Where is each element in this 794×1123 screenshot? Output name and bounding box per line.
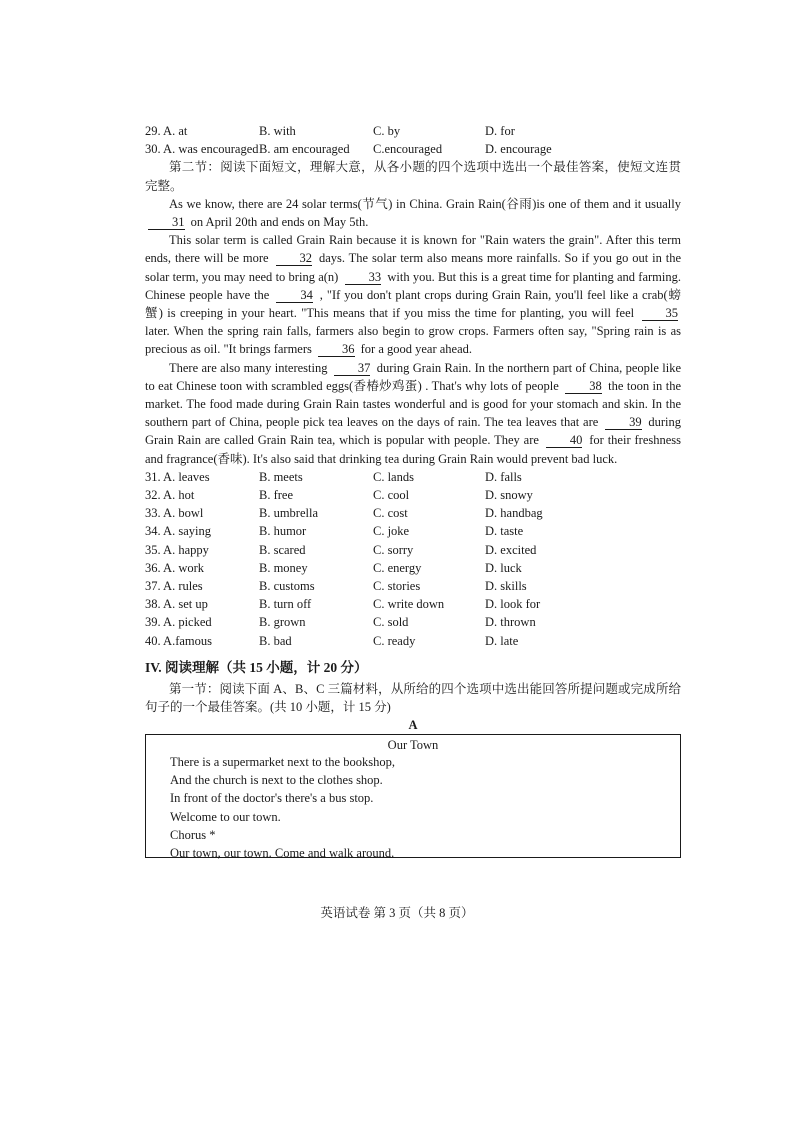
text: with you. But this is a great time for planting and farming. Chinese people have the	[145, 269, 682, 302]
option-a: 35. A. happy	[145, 542, 209, 557]
blank-31: 31	[148, 215, 185, 230]
option-d: D. snowy	[485, 488, 533, 503]
blank-40: 40	[546, 433, 583, 448]
option-a: 36. A. work	[145, 560, 205, 575]
option-b: B. customs	[259, 578, 315, 593]
option-b: B. grown	[259, 615, 306, 630]
page-content	[145, 122, 682, 861]
option-a: 31. A. leaves	[145, 469, 210, 484]
option-a: 30. A. was encouraged	[145, 142, 259, 157]
option-a: 34. A. saying	[145, 524, 211, 539]
section-iv-heading: IV. 阅读理解（共 15 小题，计 20 分）	[145, 659, 368, 675]
passage-paragraph-2	[145, 231, 681, 358]
option-b: B. money	[259, 560, 308, 575]
text: for their freshness and fragrance(香味). It's also said that drinking tea during Grain Rain would prevent bad luck.	[145, 433, 682, 466]
poem-line: And the church is next to the clothes shop.	[170, 773, 383, 788]
poem-line: In front of the doctor's there's a bus stop.	[170, 791, 374, 806]
passage-paragraph-3	[145, 359, 681, 468]
option-row-29	[145, 122, 681, 140]
options-list	[145, 468, 681, 650]
option-a: 29. A. at	[145, 124, 188, 138]
text: during Grain Rain. In the northern part of China, people like to eat Chinese toon with scrambled eggs(香椿炒鸡蛋) . That's why lots of people	[145, 360, 682, 393]
cloze-passage	[145, 195, 681, 468]
options-top	[145, 122, 681, 158]
text: As we know, there are 24 solar terms(节气) in China. Grain Rain(谷雨)is one of them and it usually	[169, 196, 681, 211]
option-c: C. ready	[373, 633, 416, 648]
text: during Grain Rain are called Grain Rain tea, which is popular with people. They are	[145, 415, 682, 448]
option-d: D. look for	[485, 597, 541, 612]
option-d: D. for	[485, 124, 515, 138]
page-footer: 英语试卷 第 3 页（共 8 页）	[320, 906, 474, 920]
blank-34: 34	[276, 288, 313, 303]
option-a: 40. A.famous	[145, 633, 213, 648]
option-d: D. taste	[485, 524, 524, 539]
option-row	[145, 486, 681, 504]
option-row	[145, 613, 681, 631]
poem-line: Chorus *	[170, 827, 216, 842]
blank-36: 36	[318, 342, 355, 357]
option-c: C. joke	[373, 524, 410, 539]
option-d: D. handbag	[485, 506, 543, 521]
option-row	[145, 468, 681, 486]
poem-title: Our Town	[387, 738, 439, 753]
option-b: B. free	[259, 488, 294, 503]
option-a: 39. A. picked	[145, 615, 212, 630]
blank-39: 39	[605, 415, 642, 430]
text: later. When the spring rain falls, farmers also begin to grow crops. Farmers often say, "Spring rain is as precious as oil. "It brings farmers	[145, 324, 681, 357]
option-row	[145, 595, 681, 613]
option-d: D. luck	[485, 560, 522, 575]
option-row	[145, 522, 681, 540]
option-c: C. sold	[373, 615, 409, 630]
option-b: B. with	[259, 124, 296, 138]
option-c: C. write down	[373, 597, 445, 612]
option-c: C. cool	[373, 488, 410, 503]
text: days. The solar term also means more rainfalls. So if you go out in the solar term, you may need to bring a(n)	[145, 251, 682, 284]
blank-38: 38	[565, 379, 602, 394]
passage-a-letter: A	[408, 718, 418, 733]
text: on April 20th and ends on May 5th.	[190, 214, 369, 229]
blank-35: 35	[642, 306, 679, 321]
option-d: D. skills	[485, 578, 527, 593]
blank-32: 32	[276, 251, 313, 266]
option-d: D. excited	[485, 542, 537, 557]
option-d: D. late	[485, 633, 519, 648]
option-row	[145, 577, 681, 595]
option-d: D. falls	[485, 469, 522, 484]
poem-line: Our town, our town. Come and walk around.	[170, 846, 395, 861]
text: This solar term is called Grain Rain because it is known for "Rain waters the grain". After this term ends, there will be more	[145, 233, 681, 266]
option-b: B. humor	[259, 524, 307, 539]
text: There are also many interesting	[169, 360, 328, 375]
text: , "If you don't plant crops during Grain Rain, you'll feel like a crab(螃蟹) is creeping in your heart. "This means that if you miss the time for planting, you will feel	[145, 287, 681, 320]
option-b: B. meets	[259, 469, 303, 484]
option-row	[145, 504, 681, 522]
option-b: B. turn off	[259, 597, 312, 612]
poem-line: Welcome to our town.	[170, 809, 281, 824]
option-b: B. umbrella	[259, 506, 319, 521]
option-c: C.encouraged	[373, 142, 443, 157]
blank-33: 33	[345, 270, 382, 285]
option-d: D. thrown	[485, 615, 536, 630]
text: for a good year ahead.	[360, 342, 473, 357]
option-c: C. lands	[373, 469, 414, 484]
option-row	[145, 541, 681, 559]
option-c: C. energy	[373, 560, 422, 575]
option-d: D. encourage	[485, 142, 552, 157]
option-b: B. bad	[259, 633, 292, 648]
section-iv-instruction: 第一节：阅读下面 A、B、C 三篇材料，从所给的四个选项中选出能回答所提问题或完成所给句子的一个最佳答案。(共 10 小题，计 15 分)	[145, 681, 681, 714]
option-c: C. by	[373, 124, 401, 138]
option-c: C. stories	[373, 578, 421, 593]
option-a: 33. A. bowl	[145, 506, 204, 521]
option-c: C. sorry	[373, 542, 414, 557]
section2-instruction: 第二节：阅读下面短文，理解大意，从各小题的四个选项中选出一个最佳答案，使短文连贯完整。	[145, 160, 681, 193]
option-row	[145, 559, 681, 577]
option-c: C. cost	[373, 506, 408, 521]
option-a: 32. A. hot	[145, 488, 195, 503]
option-b: B. scared	[259, 542, 306, 557]
blank-37: 37	[334, 361, 371, 376]
option-b: B. am encouraged	[259, 142, 350, 157]
option-row-30	[145, 140, 681, 158]
poem-box	[145, 734, 681, 861]
option-a: 37. A. rules	[145, 578, 203, 593]
poem-line: There is a supermarket next to the bookshop,	[170, 755, 395, 770]
passage-paragraph-1	[145, 195, 681, 231]
option-row	[145, 632, 681, 650]
text: the toon in the market. The food made during Grain Rain tastes wonderful and is good for your stomach and skin. In the southern part of China, people pick tea leaves on the days of rain. The tea leaves that are	[145, 378, 681, 430]
option-a: 38. A. set up	[145, 597, 208, 612]
